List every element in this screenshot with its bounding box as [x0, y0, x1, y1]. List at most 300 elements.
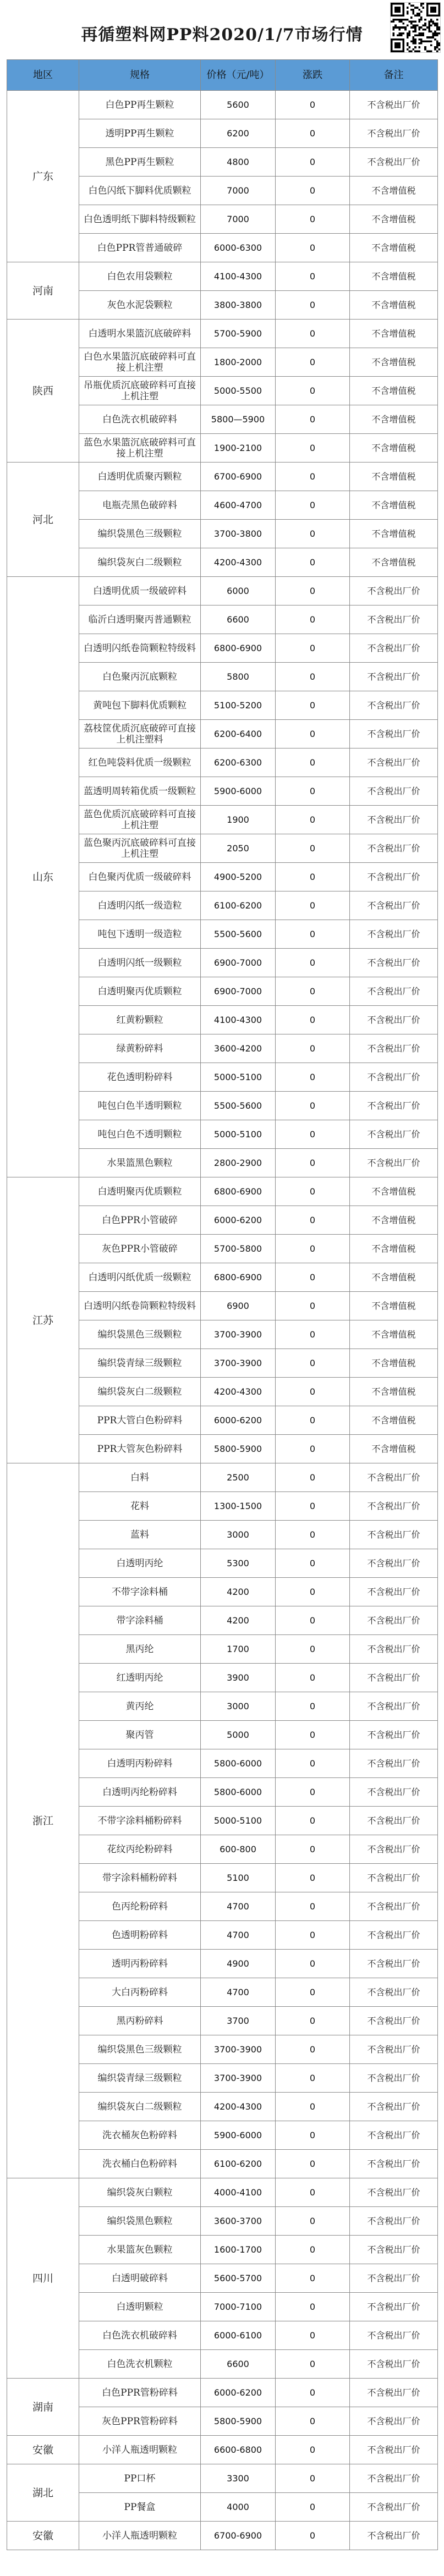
- price-cell: 600-800: [201, 1835, 276, 1864]
- page-title: 再循塑料网PP料2020/1/7市场行情: [81, 25, 363, 45]
- spec-cell: 透明PP再生颗粒: [79, 119, 201, 148]
- spec-cell: 白色PPR小管破碎: [79, 1206, 201, 1235]
- spec-cell: 小洋人瓶透明颗粒: [79, 2436, 201, 2464]
- note-cell: 不含税出厂价: [350, 1578, 438, 1606]
- change-cell: 0: [276, 2121, 350, 2150]
- note-cell: 不含税出厂价: [350, 1692, 438, 1721]
- spec-cell: 红色吨袋料优质一级颗粒: [79, 748, 201, 777]
- column-header-change: 涨跌: [276, 60, 350, 91]
- price-cell: 6600: [201, 2350, 276, 2379]
- note-cell: 不含增值税: [350, 1378, 438, 1406]
- change-cell: 0: [276, 1664, 350, 1692]
- spec-cell: 白色PPR管普通破碎: [79, 234, 201, 262]
- note-cell: 不含税出厂价: [350, 2436, 438, 2464]
- note-cell: 不含增值税: [350, 1177, 438, 1206]
- price-cell: 1600-1700: [201, 2236, 276, 2264]
- price-cell: 6000-6100: [201, 2321, 276, 2350]
- table-row: [7, 2178, 438, 2207]
- spec-cell: 电瓶壳黑色破碎料: [79, 491, 201, 520]
- change-cell: 0: [276, 262, 350, 291]
- change-cell: 0: [276, 1177, 350, 1206]
- table-row: [7, 2464, 438, 2493]
- spec-cell: 白透明聚丙优质颗粒: [79, 1177, 201, 1206]
- spec-cell: PP口杯: [79, 2464, 201, 2493]
- note-cell: 不含税出厂价: [350, 1635, 438, 1664]
- change-cell: 0: [276, 291, 350, 320]
- price-cell: 4200-4300: [201, 1378, 276, 1406]
- change-cell: 0: [276, 720, 350, 748]
- region-cell: 安徽: [7, 2522, 79, 2550]
- note-cell: 不含税出厂价: [350, 2522, 438, 2550]
- spec-cell: 黄丙纶: [79, 1692, 201, 1721]
- price-cell: 6100-6200: [201, 891, 276, 920]
- region-cell: 河北: [7, 463, 79, 577]
- spec-cell: 编织袋黑色三级颗粒: [79, 1320, 201, 1349]
- price-cell: 4200-4300: [201, 548, 276, 577]
- change-cell: 0: [276, 577, 350, 606]
- note-cell: 不含税出厂价: [350, 748, 438, 777]
- region-cell: 湖南: [7, 2379, 79, 2436]
- change-cell: 0: [276, 205, 350, 234]
- price-cell: 5600-5700: [201, 2264, 276, 2293]
- change-cell: 0: [276, 1292, 350, 1320]
- change-cell: 0: [276, 2207, 350, 2236]
- region-cell: 安徽: [7, 2436, 79, 2464]
- spec-cell: 带字涂料桶粉碎料: [79, 1864, 201, 1892]
- spec-cell: 不带字涂料桶: [79, 1578, 201, 1606]
- price-cell: 5000-5100: [201, 1120, 276, 1149]
- price-cell: 5000: [201, 1721, 276, 1749]
- spec-cell: 白料: [79, 1463, 201, 1492]
- note-cell: 不含税出厂价: [350, 1149, 438, 1177]
- change-cell: 0: [276, 1578, 350, 1606]
- spec-cell: 红透明丙纶: [79, 1664, 201, 1692]
- spec-cell: 水果篮灰色颗粒: [79, 2236, 201, 2264]
- price-cell: 6100-6200: [201, 2150, 276, 2178]
- column-header-region: 地区: [7, 60, 79, 91]
- change-cell: 0: [276, 1835, 350, 1864]
- price-cell: 1800-2000: [201, 348, 276, 377]
- price-cell: 5800—5900: [201, 405, 276, 434]
- note-cell: 不含增值税: [350, 548, 438, 577]
- note-cell: 不含税出厂价: [350, 1549, 438, 1578]
- change-cell: 0: [276, 2522, 350, 2550]
- note-cell: 不含增值税: [350, 405, 438, 434]
- spec-cell: 色丙纶粉碎料: [79, 1892, 201, 1921]
- change-cell: 0: [276, 320, 350, 348]
- change-cell: 0: [276, 1206, 350, 1235]
- change-cell: 0: [276, 348, 350, 377]
- spec-cell: 编织袋灰白颗粒: [79, 2178, 201, 2207]
- price-cell: 5600: [201, 91, 276, 119]
- change-cell: 0: [276, 2150, 350, 2178]
- spec-cell: 白透明闪纸优质一级颗粒: [79, 1263, 201, 1292]
- price-cell: 7000: [201, 177, 276, 205]
- change-cell: 0: [276, 2464, 350, 2493]
- change-cell: 0: [276, 491, 350, 520]
- column-header-price: 价格（元/吨）: [201, 60, 276, 91]
- price-cell: 3700-3800: [201, 520, 276, 548]
- price-cell: 4100-4300: [201, 1006, 276, 1034]
- note-cell: 不含税出厂价: [350, 777, 438, 806]
- note-cell: 不含税出厂价: [350, 2293, 438, 2321]
- change-cell: 0: [276, 1549, 350, 1578]
- note-cell: 不含税出厂价: [350, 691, 438, 720]
- price-cell: 1900: [201, 806, 276, 834]
- note-cell: 不含税出厂价: [350, 577, 438, 606]
- note-cell: 不含税出厂价: [350, 2093, 438, 2121]
- note-cell: 不含增值税: [350, 177, 438, 205]
- table-row: [7, 1177, 438, 1206]
- change-cell: 0: [276, 1635, 350, 1664]
- spec-cell: 白色农用袋颗粒: [79, 262, 201, 291]
- spec-cell: 大白丙粉碎料: [79, 1978, 201, 2007]
- change-cell: 0: [276, 1063, 350, 1092]
- price-cell: 5000-5100: [201, 1063, 276, 1092]
- region-cell: 广东: [7, 91, 79, 262]
- change-cell: 0: [276, 691, 350, 720]
- change-cell: 0: [276, 2493, 350, 2522]
- note-cell: 不含税出厂价: [350, 1063, 438, 1092]
- spec-cell: 白色聚丙优质一级破碎料: [79, 863, 201, 891]
- change-cell: 0: [276, 148, 350, 177]
- spec-cell: 白透明聚丙优质颗粒: [79, 977, 201, 1006]
- table-row: [7, 1463, 438, 1492]
- note-cell: 不含税出厂价: [350, 1492, 438, 1521]
- price-cell: 4200-4300: [201, 2093, 276, 2121]
- note-cell: 不含增值税: [350, 377, 438, 405]
- price-cell: 6200-6300: [201, 748, 276, 777]
- spec-cell: 花纹丙纶粉碎料: [79, 1835, 201, 1864]
- price-cell: 6000-6200: [201, 1406, 276, 1435]
- note-cell: 不含税出厂价: [350, 977, 438, 1006]
- change-cell: 0: [276, 2407, 350, 2436]
- note-cell: 不含税出厂价: [350, 2379, 438, 2407]
- price-cell: 4000: [201, 2493, 276, 2522]
- spec-cell: 白色PPR管粉碎料: [79, 2379, 201, 2407]
- spec-cell: 红黄粉颗粒: [79, 1006, 201, 1034]
- note-cell: 不含税出厂价: [350, 2350, 438, 2379]
- price-cell: 4700: [201, 1921, 276, 1950]
- note-cell: 不含税出厂价: [350, 806, 438, 834]
- change-cell: 0: [276, 377, 350, 405]
- note-cell: 不含税出厂价: [350, 2321, 438, 2350]
- price-cell: 5800-5900: [201, 1435, 276, 1463]
- change-cell: 0: [276, 1749, 350, 1778]
- spec-cell: 吨包白色不透明颗粒: [79, 1120, 201, 1149]
- region-cell: 湖北: [7, 2464, 79, 2522]
- spec-cell: 灰色PPR管粉碎料: [79, 2407, 201, 2436]
- change-cell: 0: [276, 463, 350, 491]
- table-header-row: [7, 60, 438, 91]
- price-cell: 5800-6000: [201, 1778, 276, 1807]
- change-cell: 0: [276, 634, 350, 663]
- change-cell: 0: [276, 1692, 350, 1721]
- change-cell: 0: [276, 920, 350, 949]
- change-cell: 0: [276, 1778, 350, 1807]
- change-cell: 0: [276, 1492, 350, 1521]
- note-cell: 不含税出厂价: [350, 1463, 438, 1492]
- spec-cell: 白色水果篮沉底破碎料可直接上机注塑: [79, 348, 201, 377]
- price-cell: 3900: [201, 1664, 276, 1692]
- change-cell: 0: [276, 1864, 350, 1892]
- note-cell: 不含税出厂价: [350, 2064, 438, 2093]
- spec-cell: 洗衣桶白色粉碎料: [79, 2150, 201, 2178]
- change-cell: 0: [276, 977, 350, 1006]
- note-cell: 不含增值税: [350, 1406, 438, 1435]
- price-cell: 6900: [201, 1292, 276, 1320]
- price-cell: 5100: [201, 1864, 276, 1892]
- price-cell: 3600-3700: [201, 2207, 276, 2236]
- region-cell: 浙江: [7, 1463, 79, 2178]
- spec-cell: 编织袋黑色三级颗粒: [79, 2035, 201, 2064]
- spec-cell: 小洋人瓶透明颗粒: [79, 2522, 201, 2550]
- note-cell: 不含税出厂价: [350, 1721, 438, 1749]
- note-cell: 不含税出厂价: [350, 834, 438, 863]
- change-cell: 0: [276, 1349, 350, 1378]
- change-cell: 0: [276, 1320, 350, 1349]
- note-cell: 不含增值税: [350, 320, 438, 348]
- price-cell: 4200: [201, 1578, 276, 1606]
- price-cell: 3700-3900: [201, 2064, 276, 2093]
- price-cell: 5500-5600: [201, 920, 276, 949]
- note-cell: 不含税出厂价: [350, 119, 438, 148]
- note-cell: 不含税出厂价: [350, 1950, 438, 1978]
- spec-cell: 带字涂料桶: [79, 1606, 201, 1635]
- note-cell: 不含增值税: [350, 1349, 438, 1378]
- price-cell: 6700-6900: [201, 2522, 276, 2550]
- price-cell: 5000-5500: [201, 377, 276, 405]
- change-cell: 0: [276, 2064, 350, 2093]
- note-cell: 不含税出厂价: [350, 1892, 438, 1921]
- note-cell: 不含增值税: [350, 434, 438, 463]
- spec-cell: 编织袋灰白二级颗粒: [79, 2093, 201, 2121]
- change-cell: 0: [276, 548, 350, 577]
- change-cell: 0: [276, 2264, 350, 2293]
- note-cell: 不含税出厂价: [350, 2236, 438, 2264]
- change-cell: 0: [276, 806, 350, 834]
- note-cell: 不含税出厂价: [350, 2407, 438, 2436]
- spec-cell: 白色洗衣机破碎料: [79, 405, 201, 434]
- note-cell: 不含税出厂价: [350, 1978, 438, 2007]
- spec-cell: 编织袋青绿三级颗粒: [79, 1349, 201, 1378]
- spec-cell: PPR大管灰色粉碎料: [79, 1435, 201, 1463]
- note-cell: 不含税出厂价: [350, 1034, 438, 1063]
- price-cell: 3000: [201, 1692, 276, 1721]
- spec-cell: 聚丙管: [79, 1721, 201, 1749]
- spec-cell: 白透明闪纸一级造粒: [79, 891, 201, 920]
- price-cell: 7000: [201, 205, 276, 234]
- price-cell: 7000-7100: [201, 2293, 276, 2321]
- note-cell: 不含税出厂价: [350, 91, 438, 119]
- spec-cell: 透明丙粉碎料: [79, 1950, 201, 1978]
- spec-cell: 黄吨包下脚料优质颗粒: [79, 691, 201, 720]
- note-cell: 不含增值税: [350, 234, 438, 262]
- price-cell: 4600-4700: [201, 491, 276, 520]
- change-cell: 0: [276, 1463, 350, 1492]
- change-cell: 0: [276, 234, 350, 262]
- price-cell: 1900-2100: [201, 434, 276, 463]
- column-header-spec: 规格: [79, 60, 201, 91]
- spec-cell: PPR大管白色粉碎料: [79, 1406, 201, 1435]
- price-cell: 3000: [201, 1521, 276, 1549]
- price-cell: 6000-6200: [201, 2379, 276, 2407]
- spec-cell: 白色闪纸下脚料优质颗粒: [79, 177, 201, 205]
- price-cell: 6000: [201, 577, 276, 606]
- change-cell: 0: [276, 2350, 350, 2379]
- region-cell: 山东: [7, 577, 79, 1177]
- price-cell: 5000-5100: [201, 1807, 276, 1835]
- note-cell: 不含税出厂价: [350, 949, 438, 977]
- change-cell: 0: [276, 1950, 350, 1978]
- table-row: [7, 2522, 438, 2550]
- table-row: [7, 577, 438, 606]
- change-cell: 0: [276, 1120, 350, 1149]
- spec-cell: 吊瓶优质沉底破碎料可直接上机注塑: [79, 377, 201, 405]
- price-cell: 6000-6300: [201, 234, 276, 262]
- change-cell: 0: [276, 91, 350, 119]
- note-cell: 不含增值税: [350, 1206, 438, 1235]
- price-cell: 3800-3800: [201, 291, 276, 320]
- change-cell: 0: [276, 1149, 350, 1177]
- table-row: [7, 2436, 438, 2464]
- change-cell: 0: [276, 2236, 350, 2264]
- price-cell: 6600: [201, 606, 276, 634]
- spec-cell: 花色透明粉碎料: [79, 1063, 201, 1092]
- price-cell: 6800-6900: [201, 634, 276, 663]
- note-cell: 不含税出厂价: [350, 2150, 438, 2178]
- spec-cell: 编织袋黑色三级颗粒: [79, 520, 201, 548]
- note-cell: 不含增值税: [350, 262, 438, 291]
- column-header-note: 备注: [350, 60, 438, 91]
- region-cell: 陕西: [7, 320, 79, 463]
- price-cell: 4700: [201, 1892, 276, 1921]
- price-cell: 6200: [201, 119, 276, 148]
- spec-cell: 蓝色聚丙沉底破碎料可直接上机注塑: [79, 834, 201, 863]
- note-cell: 不含增值税: [350, 1292, 438, 1320]
- price-cell: 3700-3900: [201, 1349, 276, 1378]
- spec-cell: 不带字涂料桶粉碎料: [79, 1807, 201, 1835]
- change-cell: 0: [276, 2035, 350, 2064]
- note-cell: 不含税出厂价: [350, 1120, 438, 1149]
- spec-cell: 蓝透明周转箱优质一级颗粒: [79, 777, 201, 806]
- price-cell: 2050: [201, 834, 276, 863]
- spec-cell: 编织袋灰白二级颗粒: [79, 1378, 201, 1406]
- change-cell: 0: [276, 1978, 350, 2007]
- note-cell: 不含税出厂价: [350, 1864, 438, 1892]
- change-cell: 0: [276, 119, 350, 148]
- price-cell: 1700: [201, 1635, 276, 1664]
- price-cell: 6900-7000: [201, 977, 276, 1006]
- change-cell: 0: [276, 949, 350, 977]
- price-cell: 5900-6000: [201, 2121, 276, 2150]
- spec-cell: 黑色PP再生颗粒: [79, 148, 201, 177]
- price-cell: 6700-6900: [201, 463, 276, 491]
- spec-cell: 编织袋黑色颗粒: [79, 2207, 201, 2236]
- spec-cell: 白色透明纸下脚料特级颗粒: [79, 205, 201, 234]
- change-cell: 0: [276, 1606, 350, 1635]
- note-cell: 不含税出厂价: [350, 891, 438, 920]
- change-cell: 0: [276, 2321, 350, 2350]
- price-cell: 3300: [201, 2464, 276, 2493]
- spec-cell: 白透明优质一级破碎料: [79, 577, 201, 606]
- note-cell: 不含税出厂价: [350, 2035, 438, 2064]
- spec-cell: 白透明丙纶粉碎料: [79, 1778, 201, 1807]
- change-cell: 0: [276, 2293, 350, 2321]
- change-cell: 0: [276, 2379, 350, 2407]
- change-cell: 0: [276, 891, 350, 920]
- price-cell: 6000-6200: [201, 1206, 276, 1235]
- price-cell: 1300-1500: [201, 1492, 276, 1521]
- spec-cell: 蓝料: [79, 1521, 201, 1549]
- note-cell: 不含税出厂价: [350, 1778, 438, 1807]
- change-cell: 0: [276, 663, 350, 691]
- spec-cell: 黑丙粉碎料: [79, 2007, 201, 2035]
- change-cell: 0: [276, 1092, 350, 1120]
- change-cell: 0: [276, 748, 350, 777]
- change-cell: 0: [276, 863, 350, 891]
- price-cell: 5800-6000: [201, 1749, 276, 1778]
- change-cell: 0: [276, 2093, 350, 2121]
- spec-cell: 白透明破碎料: [79, 2264, 201, 2293]
- note-cell: 不含增值税: [350, 291, 438, 320]
- spec-cell: 编织袋青绿三级颗粒: [79, 2064, 201, 2093]
- table-row: [7, 262, 438, 291]
- spec-cell: 蓝色优质沉底破碎料可直接上机注塑: [79, 806, 201, 834]
- change-cell: 0: [276, 1807, 350, 1835]
- change-cell: 0: [276, 1435, 350, 1463]
- change-cell: 0: [276, 1006, 350, 1034]
- spec-cell: 绿黄粉碎料: [79, 1034, 201, 1063]
- spec-cell: 白色洗衣机颗粒: [79, 2350, 201, 2379]
- note-cell: 不含增值税: [350, 463, 438, 491]
- change-cell: 0: [276, 1378, 350, 1406]
- note-cell: 不含税出厂价: [350, 1749, 438, 1778]
- price-cell: 6800-6900: [201, 1177, 276, 1206]
- spec-cell: 吨包白色半透明颗粒: [79, 1092, 201, 1120]
- note-cell: 不含税出厂价: [350, 148, 438, 177]
- note-cell: 不含税出厂价: [350, 2121, 438, 2150]
- note-cell: 不含税出厂价: [350, 663, 438, 691]
- spec-cell: 白透明优质聚丙颗粒: [79, 463, 201, 491]
- price-cell: 4900: [201, 1950, 276, 1978]
- note-cell: 不含税出厂价: [350, 1006, 438, 1034]
- note-cell: 不含税出厂价: [350, 1664, 438, 1692]
- table-row: [7, 320, 438, 348]
- change-cell: 0: [276, 2436, 350, 2464]
- price-cell: 5900-6000: [201, 777, 276, 806]
- spec-cell: 花料: [79, 1492, 201, 1521]
- note-cell: 不含税出厂价: [350, 1521, 438, 1549]
- spec-cell: 灰色水泥袋颗粒: [79, 291, 201, 320]
- note-cell: 不含税出厂价: [350, 606, 438, 634]
- change-cell: 0: [276, 1892, 350, 1921]
- spec-cell: 白透明丙粉碎料: [79, 1749, 201, 1778]
- note-cell: 不含税出厂价: [350, 1807, 438, 1835]
- price-cell: 5700-5900: [201, 320, 276, 348]
- note-cell: 不含税出厂价: [350, 2464, 438, 2493]
- change-cell: 0: [276, 1263, 350, 1292]
- price-cell: 5800: [201, 663, 276, 691]
- spec-cell: 灰色PPR小管破碎: [79, 1235, 201, 1263]
- price-cell: 6800-6900: [201, 1263, 276, 1292]
- note-cell: 不含税出厂价: [350, 634, 438, 663]
- change-cell: 0: [276, 834, 350, 863]
- price-cell: 3700-3900: [201, 1320, 276, 1349]
- price-cell: 2500: [201, 1463, 276, 1492]
- change-cell: 0: [276, 1921, 350, 1950]
- price-cell: 4700: [201, 1978, 276, 2007]
